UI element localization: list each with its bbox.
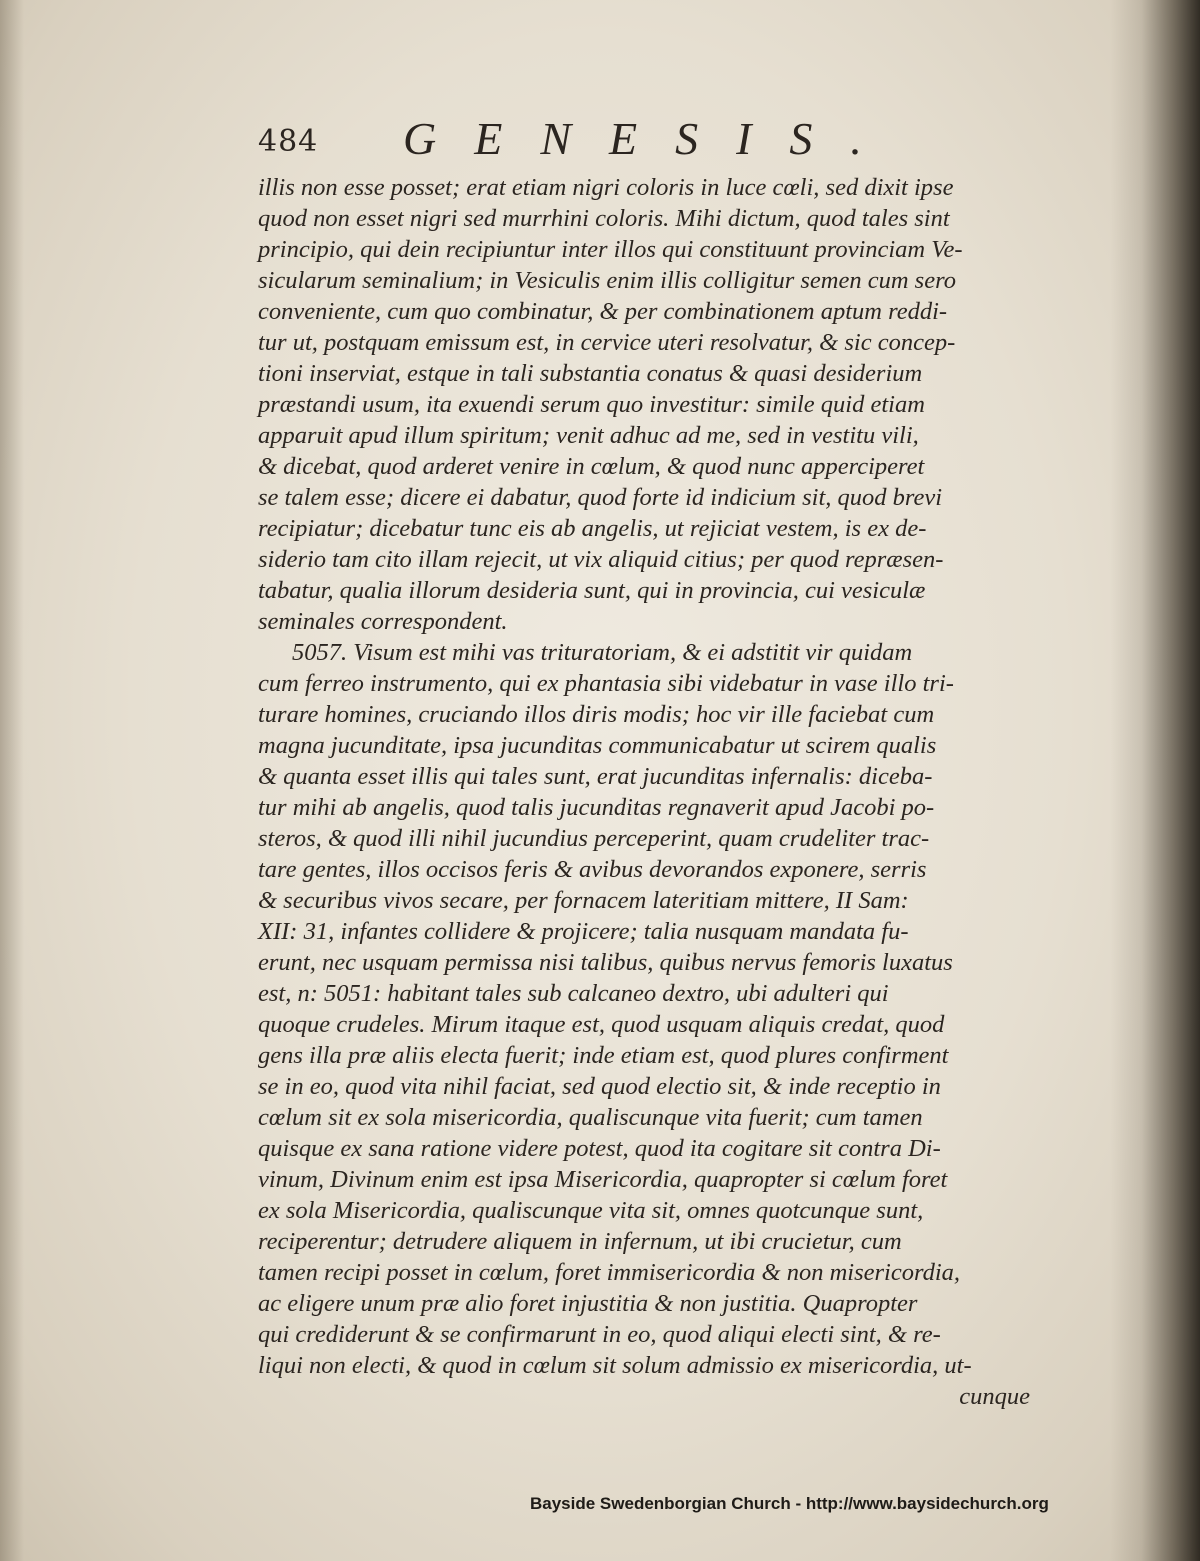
text-line: recipiatur; dicebatur tunc eis ab angelis, ut rejiciat vestem, is ex de-	[258, 515, 927, 542]
catchword: cunque	[959, 1383, 1030, 1410]
text-line: qui crediderunt & se confirmarunt in eo, quod aliqui electi sint, & re-	[258, 1321, 941, 1348]
text-line: quod non esset nigri sed murrhini coloris. Mihi dictum, quod tales sint	[258, 205, 950, 232]
text-line: seminales correspondent.	[258, 608, 508, 635]
text-line: ex sola Misericordia, qualiscunque vita sit, omnes quotcunque sunt,	[258, 1197, 924, 1224]
text-line: cum ferreo instrumento, qui ex phantasia sibi videbatur in vase illo tri-	[258, 670, 954, 697]
text-line: & quanta esset illis qui tales sunt, erat jucunditas infernalis: diceba-	[258, 763, 933, 790]
text-line: tare gentes, illos occisos feris & avibus devorandos exponere, serris	[258, 856, 927, 883]
text-line: cœlum sit ex sola misericordia, qualiscunque vita fuerit; cum tamen	[258, 1104, 923, 1131]
text-line: se talem esse; dicere ei dabatur, quod forte id indicium sit, quod brevi	[258, 484, 943, 511]
text-line: gens illa præ aliis electa fuerit; inde etiam est, quod plures confirment	[258, 1042, 949, 1069]
text-line: XII: 31, infantes collidere & projicere; talia nusquam mandata fu-	[258, 918, 909, 945]
text-line: se in eo, quod vita nihil faciat, sed quod electio sit, & inde receptio in	[258, 1073, 941, 1100]
paragraph-start-line: 5057. Visum est mihi vas trituratoriam, & ei adstitit vir quidam	[292, 639, 913, 666]
text-line: ac eligere unum præ alio foret injustitia & non justitia. Quapropter	[258, 1290, 918, 1317]
text-line: illis non esse posset; erat etiam nigri coloris in luce cœli, sed dixit ipse	[258, 174, 954, 201]
page-number: 484	[258, 124, 319, 159]
page-header	[258, 112, 1048, 170]
text-line: & securibus vivos secare, per fornacem lateritiam mittere, II Sam:	[258, 887, 909, 914]
text-line: vinum, Divinum enim est ipsa Misericordia, quapropter si cœlum foret	[258, 1166, 948, 1193]
binding-shadow	[1110, 0, 1200, 1561]
text-line: magna jucunditate, ipsa jucunditas communicabatur ut scirem qualis	[258, 732, 937, 759]
text-line: præstandi usum, ita exuendi serum quo investitur: simile quid etiam	[258, 391, 925, 418]
text-line: steros, & quod illi nihil jucundius perceperint, quam crudeliter trac-	[258, 825, 930, 852]
text-line: tamen recipi posset in cœlum, foret immisericordia & non misericordia,	[258, 1259, 961, 1286]
text-line: liqui non electi, & quod in cœlum sit solum admissio ex misericordia, ut-	[258, 1352, 972, 1379]
text-line: turare homines, cruciando illos diris modis; hoc vir ille faciebat cum	[258, 701, 935, 728]
text-line: quoque crudeles. Mirum itaque est, quod usquam aliquis credat, quod	[258, 1011, 945, 1038]
text-line: erunt, nec usquam permissa nisi talibus, quibus nervus femoris luxatus	[258, 949, 953, 976]
watermark-credit: Bayside Swedenborgian Church - http://www.baysidechurch.org	[530, 1494, 1049, 1513]
text-line: tioni inserviat, estque in tali substantia conatus & quasi desiderium	[258, 360, 923, 387]
text-line: principio, qui dein recipiuntur inter illos qui constituunt provinciam Ve-	[258, 236, 963, 263]
text-line: reciperentur; detrudere aliquem in infernum, ut ibi crucietur, cum	[258, 1228, 902, 1255]
text-line: tur mihi ab angelis, quod talis jucunditas regnaverit apud Jacobi po-	[258, 794, 935, 821]
text-line: & dicebat, quod arderet venire in cœlum, & quod nunc apperciperet	[258, 453, 925, 480]
text-line: est, n: 5051: habitant tales sub calcaneo dextro, ubi adulteri qui	[258, 980, 889, 1007]
text-line: siderio tam cito illam rejecit, ut vix aliquid citius; per quod repræsen-	[258, 546, 944, 573]
text-line: apparuit apud illum spiritum; venit adhuc ad me, sed in vestitu vili,	[258, 422, 919, 449]
body-text	[258, 172, 1048, 1412]
text-line: conveniente, cum quo combinatur, & per combinationem aptum reddi-	[258, 298, 948, 325]
running-title: GENESIS.	[403, 113, 900, 164]
page-left-edge	[0, 0, 24, 1561]
text-line: quisque ex sana ratione videre potest, quod ita cogitare sit contra Di-	[258, 1135, 941, 1162]
text-line: tabatur, qualia illorum desideria sunt, qui in provincia, cui vesiculæ	[258, 577, 926, 604]
text-line: tur ut, postquam emissum est, in cervice uteri resolvatur, & sic concep-	[258, 329, 956, 356]
text-line: sicularum seminalium; in Vesiculis enim illis colligitur semen cum sero	[258, 267, 956, 294]
